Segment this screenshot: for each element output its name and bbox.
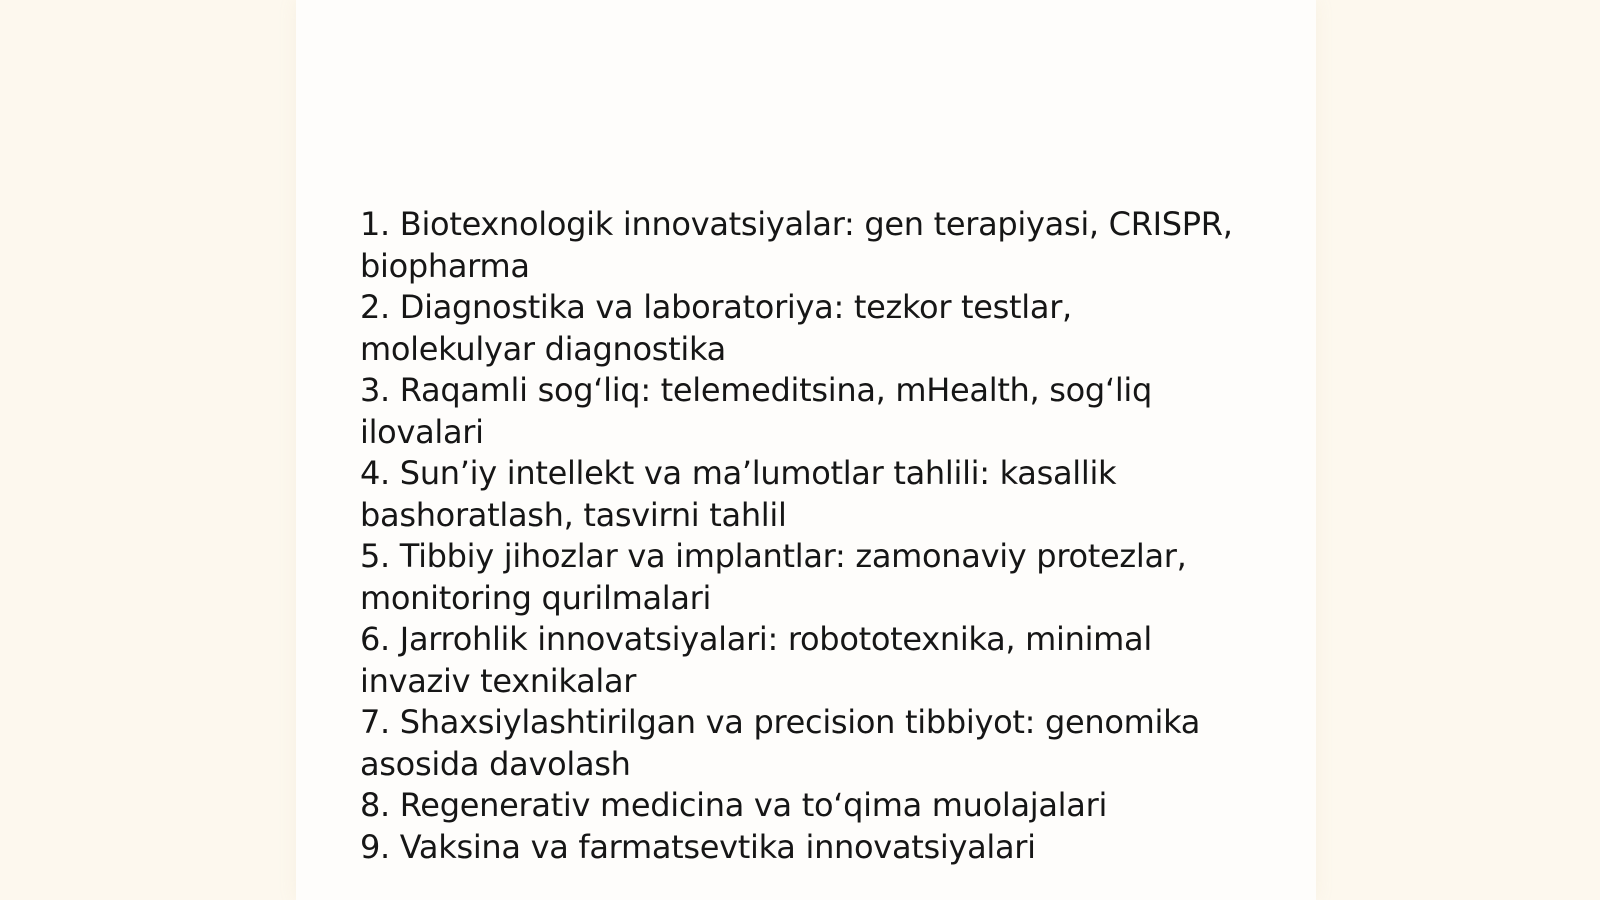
list-item-6: 6. Jarrohlik innovatsiyalari: robototexnika, minimal invaziv texnikalar (360, 620, 1152, 700)
list-item-2: 2. Diagnostika va laboratoriya: tezkor testlar, molekulyar diagnostika (360, 288, 1072, 368)
list-item-9: 9. Vaksina va farmatsevtika innovatsiyalari (360, 827, 1036, 866)
list-item-1: 1. Biotexnologik innovatsiyalar: gen terapiyasi, CRISPR, biopharma (360, 205, 1233, 285)
list-item-3: 3. Raqamli sog‘liq: telemeditsina, mHealth, sog‘liq ilovalari (360, 371, 1153, 451)
document-page (296, 0, 1316, 900)
list-item-8: 8. Regenerativ medicina va to‘qima muolajalari (360, 786, 1108, 824)
list-item-7: 7. Shaxsiylashtirilgan va precision tibbiyot: genomika asosida davolash (360, 703, 1201, 783)
list-item-5: 5. Tibbiy jihozlar va implantlar: zamonaviy protezlar, monitoring qurilmalari (360, 537, 1187, 617)
innovation-list (360, 204, 1240, 868)
list-item-4: 4. Sun’iy intellekt va ma’lumotlar tahlili: kasallik bashoratlash, tasvirni tahlil (360, 454, 1117, 534)
